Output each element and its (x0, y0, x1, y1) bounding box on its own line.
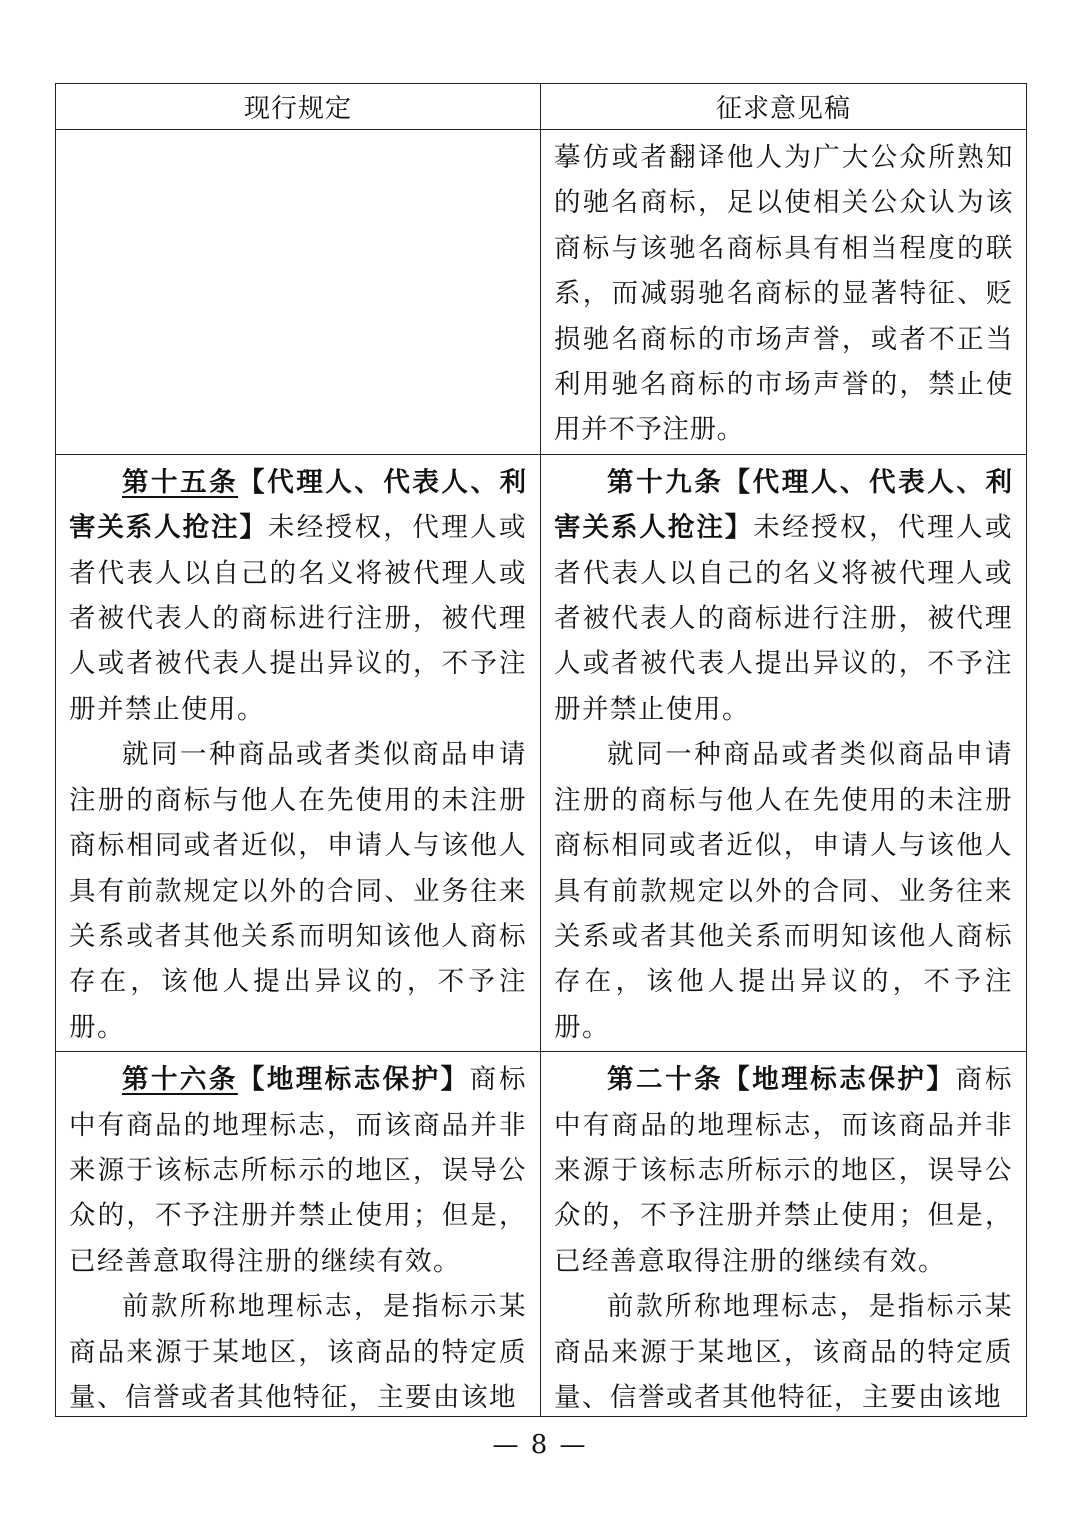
article-paragraph-2: 前款所称地理标志，是指标示某商品来源于某地区，该商品的特定质量、信誉或者其他特征，主要由该地 (554, 1291, 1013, 1413)
row3-current-cell (56, 1052, 541, 1417)
row3-draft-cell (541, 1052, 1027, 1417)
article-text: 商标中有商品的地理标志，而该商品并非来源于该标志所标示的地区，误导公众的，不予注册并禁止使用；但是，已经善意取得注册的继续有效。 (554, 1064, 1014, 1277)
article-text: 未经授权，代理人或者代表人以自己的名义将被代理人或者被代表人的商标进行注册，被代理人或者被代表人提出异议的，不予注册并禁止使用。 (69, 512, 528, 725)
article-paragraph (554, 1057, 1013, 1284)
row1-draft-text: 摹仿或者翻译他人为广大公众所熟知的驰名商标，足以使相关公众认为该商标与该驰名商标具有相当程度的联系，而减弱驰名商标的显著特征、贬损驰名商标的市场声誉，或者不正当利用驰名商标的市场声誉的，禁止使用并不予注册。 (554, 142, 1013, 446)
row1-current-text (57, 131, 539, 135)
article-number: 第十九条 (607, 466, 724, 498)
article-paragraph (69, 460, 527, 732)
article-paragraph (69, 1057, 527, 1284)
table-row (56, 454, 1027, 1051)
article-heading: 【代理人、代表人、利害关系人抢注】 (69, 466, 528, 544)
article-heading: 【代理人、代表人、利害关系人抢注】 (554, 466, 1014, 544)
article-heading: 【地理标志保护】 (237, 1064, 470, 1096)
header-draft: 征求意见稿 (541, 84, 1027, 130)
table-row (56, 1052, 1027, 1417)
comparison-table (55, 83, 1027, 1417)
article-number: 第十五条 (122, 466, 239, 498)
table-header-row (56, 84, 1027, 130)
row1-draft-cell (541, 130, 1027, 455)
article-heading: 【地理标志保护】 (723, 1064, 956, 1096)
article-text: 未经授权，代理人或者代表人以自己的名义将被代理人或者被代表人的商标进行注册，被代理人或者被代表人提出异议的，不予注册并禁止使用。 (554, 512, 1014, 725)
article-paragraph-2: 前款所称地理标志，是指标示某商品来源于某地区，该商品的特定质量、信誉或者其他特征，主要由该地 (69, 1291, 527, 1413)
row1-current-cell (56, 130, 541, 455)
article-paragraph-2: 就同一种商品或者类似商品申请注册的商标与他人在先使用的未注册商标相同或者近似，申请人与该他人具有前款规定以外的合同、业务往来关系或者其他关系而明知该他人商标存在，该他人提出异议的，不予注册。 (554, 739, 1013, 1043)
article-text: 商标中有商品的地理标志，而该商品并非来源于该标志所标示的地区，误导公众的，不予注册并禁止使用；但是，已经善意取得注册的继续有效。 (69, 1064, 528, 1277)
article-number: 第十六条 (122, 1064, 238, 1096)
article-number: 第二十条 (607, 1064, 724, 1096)
article-paragraph (554, 460, 1013, 732)
row2-draft-cell (541, 454, 1027, 1051)
table-row (56, 130, 1027, 455)
page-number: — 8 — (492, 1430, 588, 1460)
article-paragraph-2: 就同一种商品或者类似商品申请注册的商标与他人在先使用的未注册商标相同或者近似，申请人与该他人具有前款规定以外的合同、业务往来关系或者其他关系而明知该他人商标存在，该他人提出异议的，不予注册。 (69, 739, 527, 1043)
row2-current-cell (56, 454, 541, 1051)
header-current-rules: 现行规定 (56, 84, 541, 130)
